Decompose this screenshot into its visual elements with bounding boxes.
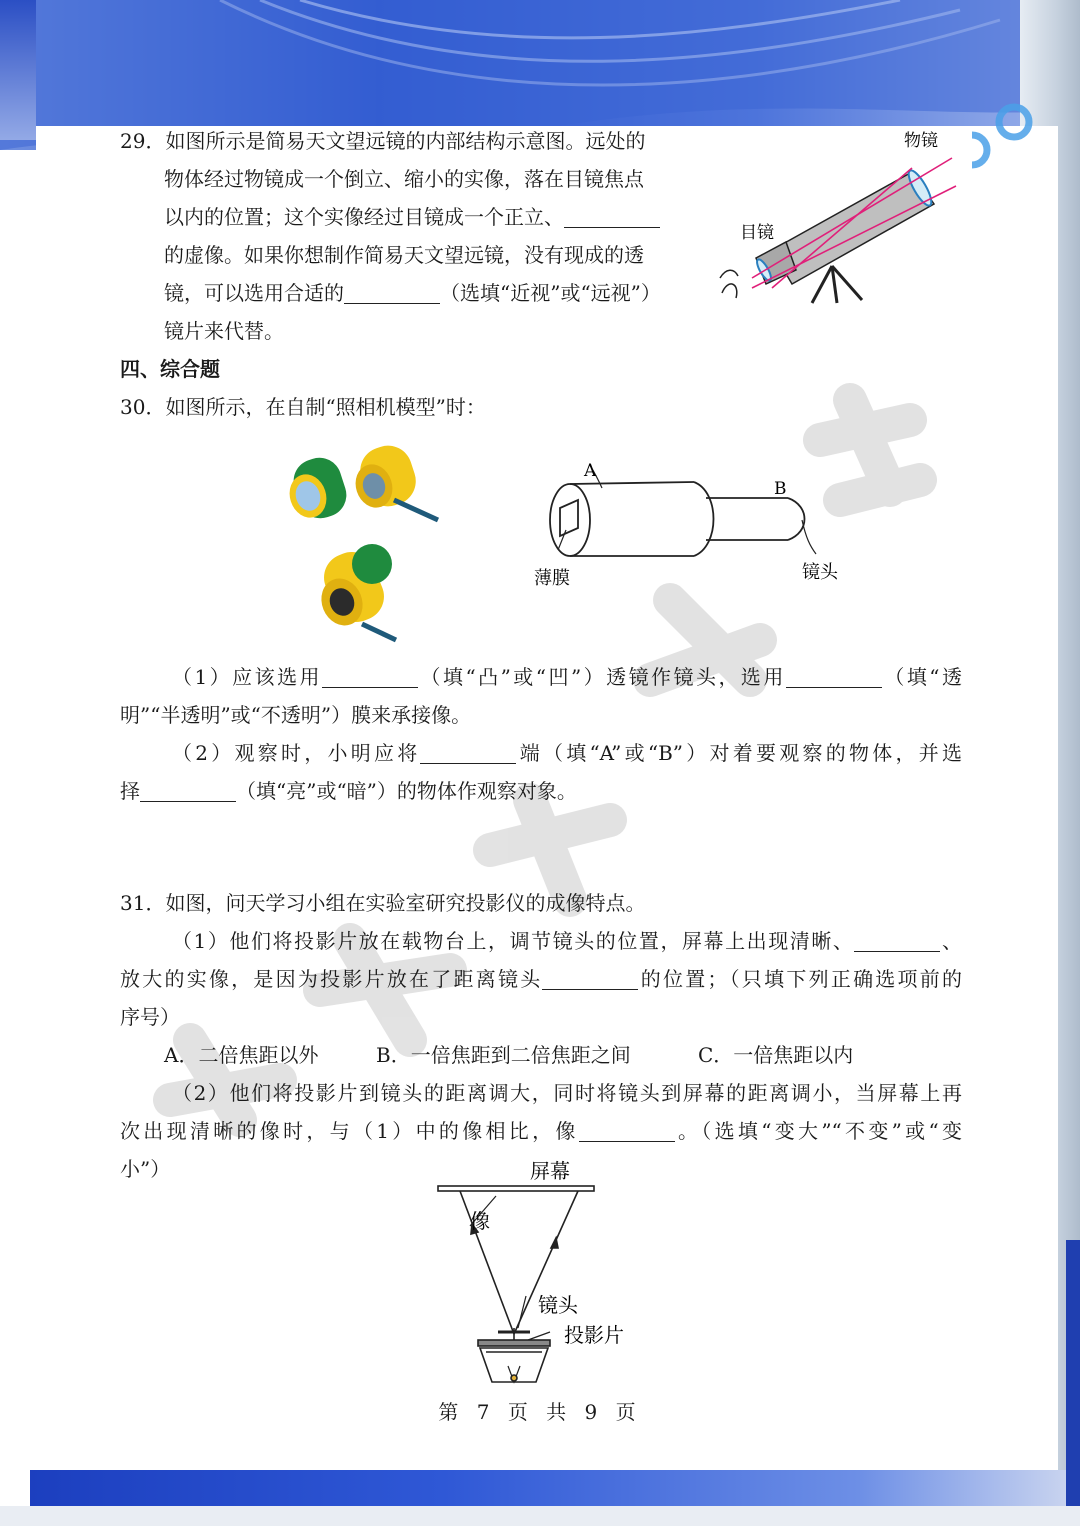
q30-part1-line-2: 明”“半透明”或“不透明”）膜来承接像。 xyxy=(120,703,472,727)
q31-part2-line-1 xyxy=(120,1074,962,1112)
label-lens: 镜头 xyxy=(802,562,838,583)
q30-part2-line-2 xyxy=(120,772,577,810)
q29-line-4: 的虚像。如果你想制作简易天文望远镜，没有现成的透 xyxy=(164,243,644,267)
tube-3 xyxy=(314,538,398,640)
footer-band xyxy=(30,1470,1066,1506)
right-edge-stripe xyxy=(1066,1240,1080,1526)
tube-2 xyxy=(350,440,438,520)
q31-blank-2[interactable] xyxy=(542,965,638,990)
label-objective: 物镜 xyxy=(904,131,938,151)
q31-part2-line-2 xyxy=(120,1112,962,1150)
q30-p1-text-b: （填“凸”或“凹”）透镜作镜头，选用 xyxy=(418,665,786,689)
q29-line-3-text: 以内的位置；这个实像经过目镜成一个正立、 xyxy=(164,205,564,229)
q30-p2-text-d: （填“亮”或“暗”）的物体作观察对象。 xyxy=(236,779,577,803)
camera-model-diagram xyxy=(530,458,860,590)
q31-p2-text-b: 次出现清晰的像时，与（1）中的像相比，像 xyxy=(120,1119,579,1143)
screen-bar xyxy=(438,1186,594,1191)
q31-p1-text-b: 、 xyxy=(940,929,962,953)
q31-blank-1[interactable] xyxy=(854,927,940,952)
q29-line-5-text-b: （选填“近视”或“远视”） xyxy=(440,281,661,305)
left-edge-decoration xyxy=(0,0,36,140)
q30-part1-line-1 xyxy=(120,658,962,696)
label-image: 像 xyxy=(470,1209,490,1233)
q29-line-5-text-a: 镜，可以选用合适的 xyxy=(164,281,344,305)
label-b: B xyxy=(774,479,787,499)
q29-line-2: 物体经过物镜成一个倒立、缩小的实像，落在目镜焦点 xyxy=(164,167,644,191)
tube-1 xyxy=(284,452,352,524)
q31-p1-text-a: （1）他们将投影片放在载物台上，调节镜头的位置，屏幕上出现清晰、 xyxy=(172,929,855,953)
q30-p2-text-c: 择 xyxy=(120,779,140,803)
section-title: 四、综合题 xyxy=(120,357,220,381)
q31-part2-line-3: 小”） xyxy=(120,1157,171,1181)
label-film: 薄膜 xyxy=(534,568,570,589)
q31-p1-text-d: 的位置；（只填下列正确选项前的 xyxy=(638,967,963,991)
label-a: A xyxy=(584,461,597,481)
q31-blank-3[interactable] xyxy=(579,1117,675,1142)
q31-p1-text-c: 放大的实像，是因为投影片放在了距离镜头 xyxy=(120,967,543,991)
label-eyepiece: 目镜 xyxy=(740,223,774,243)
label-projector-lens: 镜头 xyxy=(538,1293,578,1317)
q29-line-3 xyxy=(164,198,660,236)
q30-p1-text-a: （1）应该选用 xyxy=(172,665,323,689)
q29-line-1: 29．如图所示是简易天文望远镜的内部结构示意图。远处的 xyxy=(120,129,646,153)
telescope-figure xyxy=(712,128,972,308)
q31-p2-text-c: 。（选填“变大”“不变”或“变 xyxy=(674,1119,963,1143)
q30-p2-text-b: 端（填“A”或“B”）对着要观察的物体，并选 xyxy=(516,741,962,765)
q29-line-6: 镜片来代替。 xyxy=(164,319,284,343)
q31-option-b: B．一倍焦距到二倍焦距之间 xyxy=(376,1043,631,1067)
q30-p1-text-c: （填“透 xyxy=(881,665,962,689)
q30-blank-2[interactable] xyxy=(786,663,882,688)
q30-part2-line-1 xyxy=(120,734,962,772)
ray-arrow-right xyxy=(551,1238,558,1248)
q29-blank-1[interactable] xyxy=(564,203,660,228)
q30-stem: 30．如图所示，在自制“照相机模型”时： xyxy=(120,395,486,419)
q31-part1-line-2 xyxy=(120,960,962,998)
page-number: 第 7 页 共 9 页 xyxy=(438,1400,642,1424)
q31-p2-text-a: （2）他们将投影片到镜头的距离调大，同时将镜头到屏幕的距离调小，当屏幕上再 xyxy=(172,1081,962,1105)
q31-stem: 31．如图，问天学习小组在实验室研究投影仪的成像特点。 xyxy=(120,891,646,915)
q31-option-a: A．二倍焦距以外 xyxy=(164,1043,319,1067)
q29-line-5 xyxy=(164,274,661,312)
label-slide: 投影片 xyxy=(564,1323,624,1347)
q31-part1-line-3: 序号） xyxy=(120,1005,180,1029)
q30-p2-text-a: （2）观察时，小明应将 xyxy=(172,741,421,765)
q31-option-c: C．一倍焦距以内 xyxy=(698,1043,854,1067)
projector-figure xyxy=(430,1156,650,1392)
q30-blank-3[interactable] xyxy=(420,739,516,764)
q30-blank-1[interactable] xyxy=(322,663,418,688)
q31-part1-line-1 xyxy=(120,922,962,960)
slide-stage xyxy=(478,1340,550,1346)
camera-model-photo xyxy=(282,440,452,650)
label-screen: 屏幕 xyxy=(530,1159,570,1183)
footer-band-lower xyxy=(0,1506,1080,1526)
q29-blank-2[interactable] xyxy=(344,279,440,304)
q30-blank-4[interactable] xyxy=(140,777,236,802)
